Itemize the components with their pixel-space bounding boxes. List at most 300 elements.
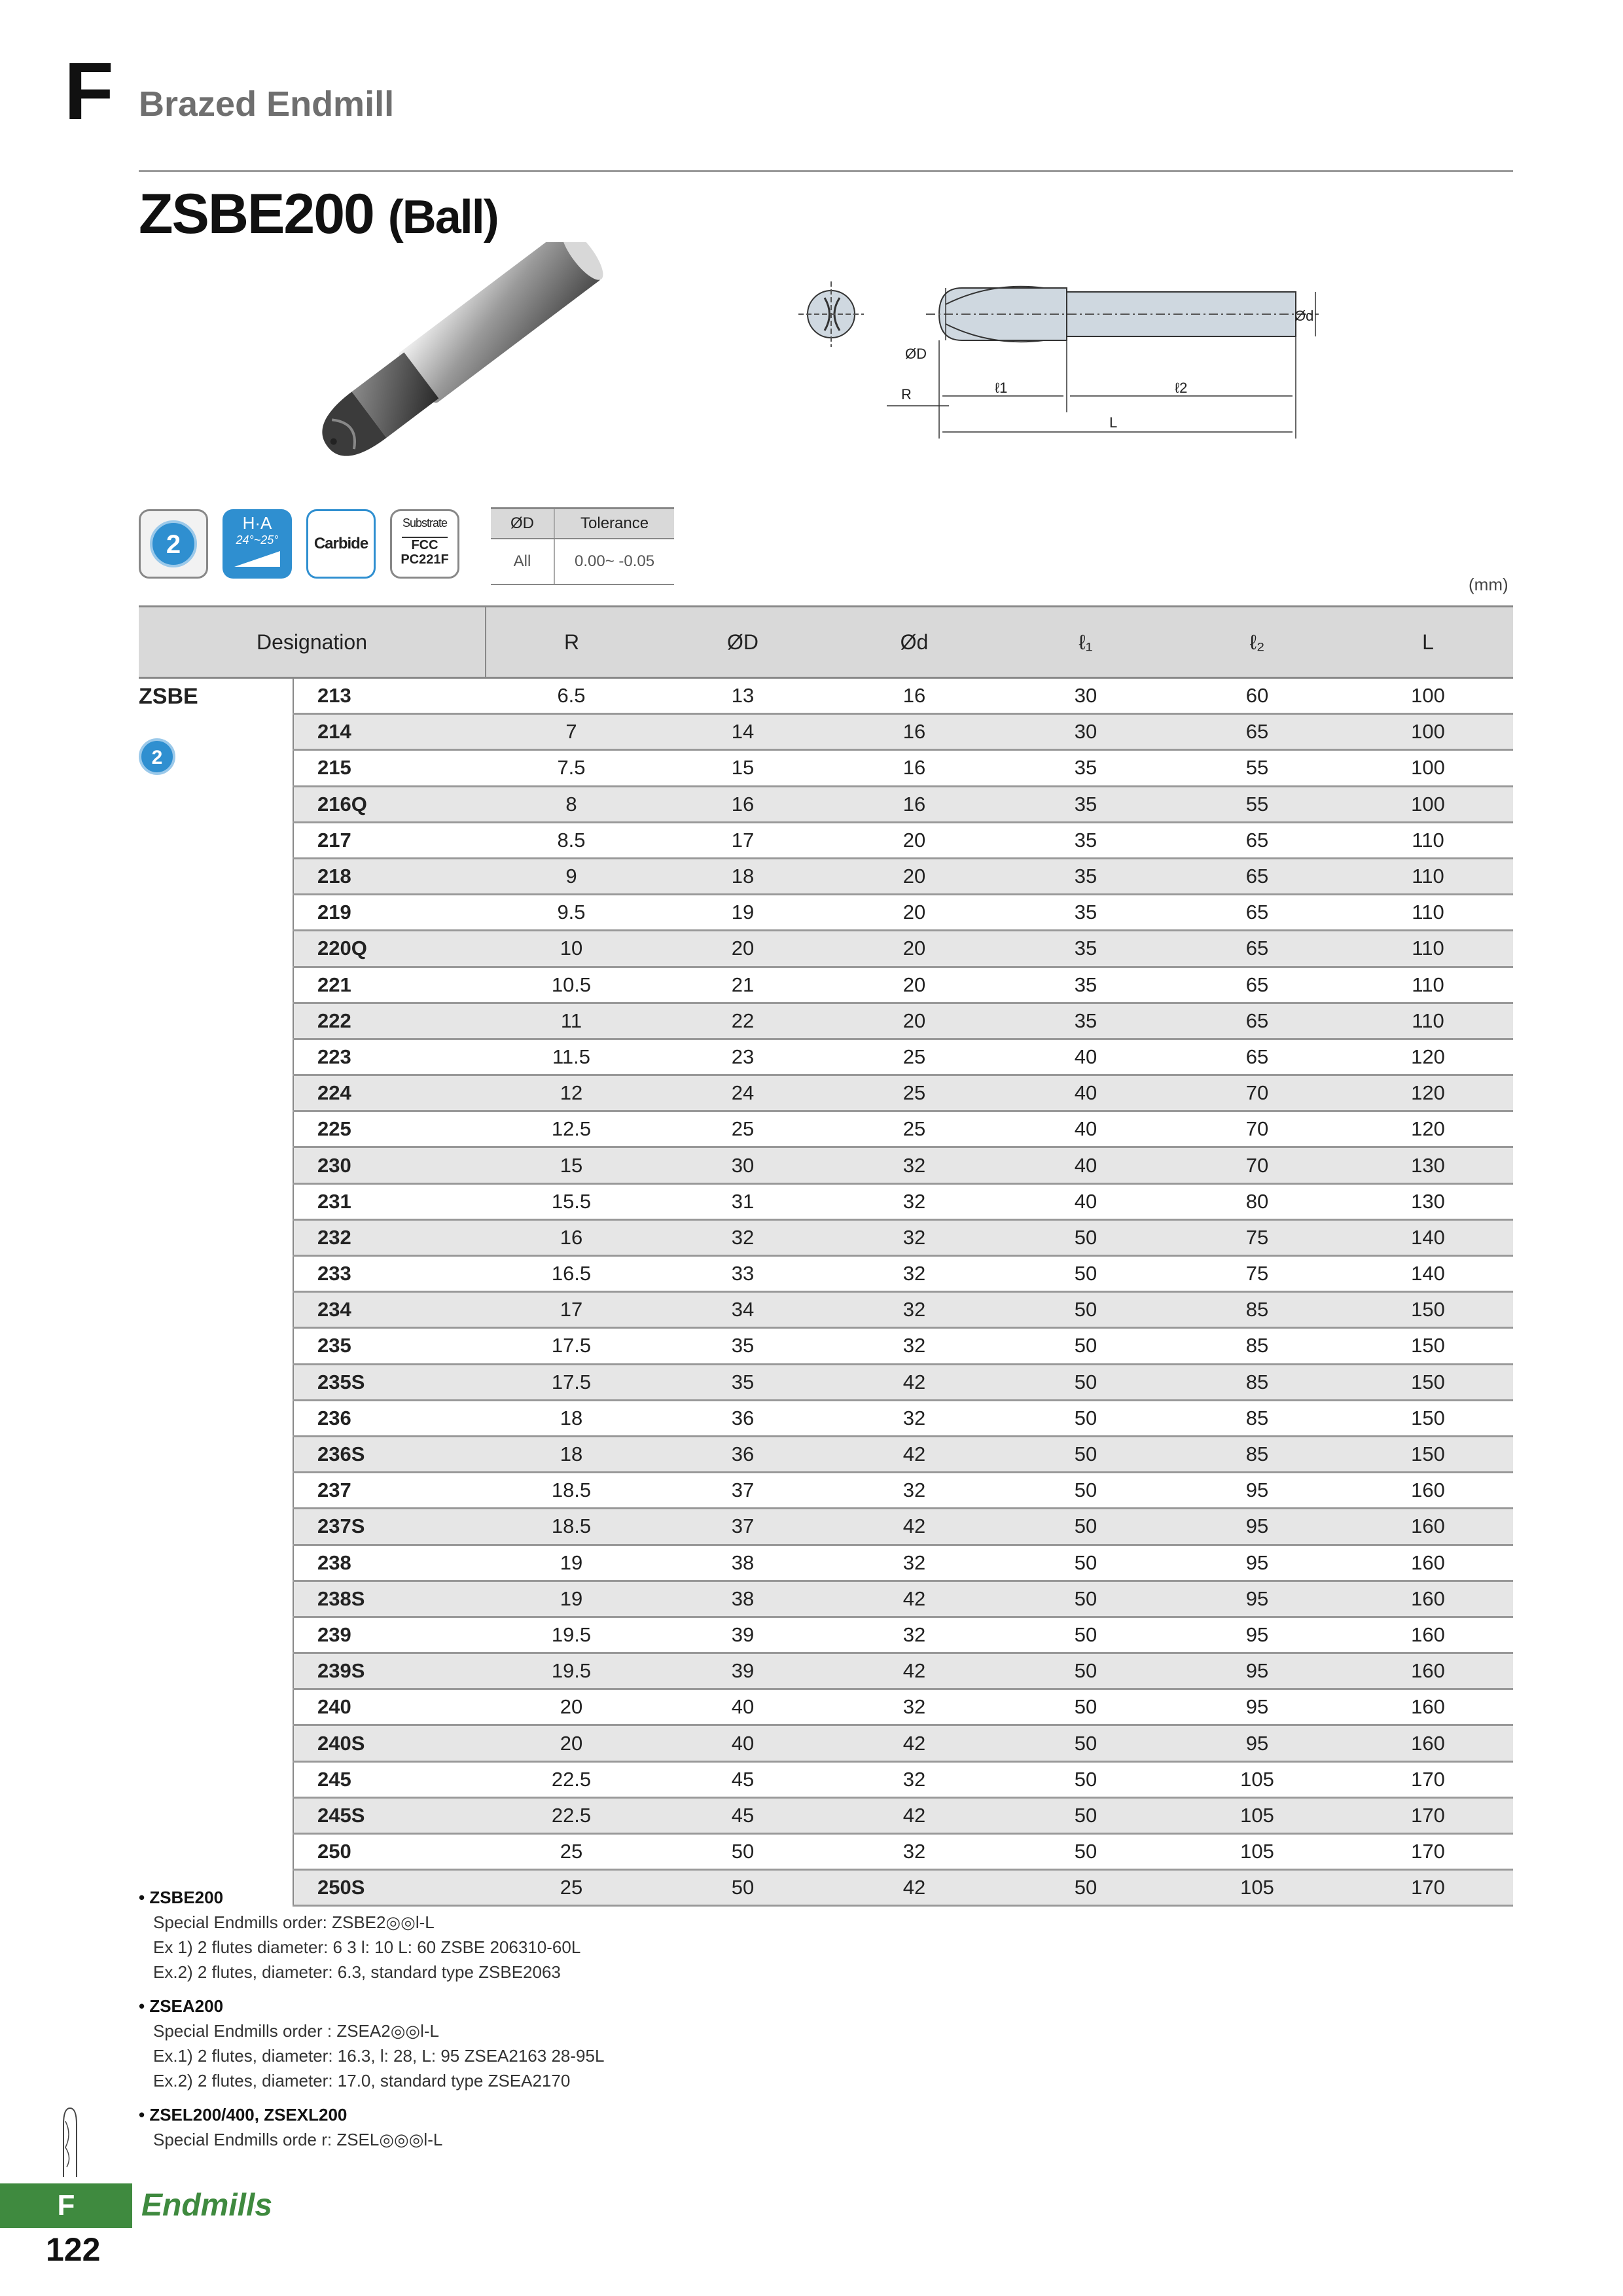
table-row <box>139 1689 1513 1725</box>
cell-r: 9.5 <box>486 895 657 931</box>
cell-l1: 30 <box>1000 714 1171 750</box>
unit-label: (mm) <box>1469 575 1508 594</box>
cell-r: 22.5 <box>486 1797 657 1833</box>
cell-od: 17 <box>657 822 829 858</box>
helix-angle-badge <box>223 509 292 579</box>
note-block <box>139 1994 604 2093</box>
cell-l2: 95 <box>1171 1617 1343 1653</box>
product-name: ZSBE200 <box>139 183 374 245</box>
cell-l: 160 <box>1343 1689 1513 1725</box>
cell-r: 19 <box>486 1545 657 1581</box>
cell-small-d: 32 <box>829 1183 1000 1219</box>
cell-r: 25 <box>486 1870 657 1906</box>
note-line: Special Endmills order: ZSBE2◎◎l-L <box>153 1912 435 1932</box>
note-line: Ex.1) 2 flutes, diameter: 16.3, l: 28, L: 95 ZSEA2163 28-95L <box>153 2046 605 2066</box>
cell-l: 160 <box>1343 1653 1513 1689</box>
cell-l: 110 <box>1343 967 1513 1003</box>
drawing-small-d-label: Ød <box>1294 308 1314 324</box>
cell-l: 170 <box>1343 1797 1513 1833</box>
cell-r: 18 <box>486 1400 657 1436</box>
cell-r: 8 <box>486 786 657 822</box>
cell-small-d: 42 <box>829 1725 1000 1761</box>
cell-r: 16 <box>486 1219 657 1255</box>
cell-r: 22.5 <box>486 1761 657 1797</box>
cell-small-d: 32 <box>829 1400 1000 1436</box>
footer-section-label: Endmills <box>141 2188 273 2223</box>
cell-od: 45 <box>657 1761 829 1797</box>
cell-l1: 50 <box>1000 1545 1171 1581</box>
cell-code: 240 <box>293 1689 486 1725</box>
cell-l: 100 <box>1343 714 1513 750</box>
cell-od: 18 <box>657 858 829 894</box>
cell-l1: 35 <box>1000 750 1171 786</box>
tolerance-header-tolerance: Tolerance <box>554 509 674 539</box>
cell-l1: 50 <box>1000 1834 1171 1870</box>
cell-l: 170 <box>1343 1761 1513 1797</box>
cell-r: 10 <box>486 931 657 967</box>
cell-l2: 105 <box>1171 1797 1343 1833</box>
note-block <box>139 2102 604 2152</box>
cell-r: 7.5 <box>486 750 657 786</box>
note-line: Special Endmills orde r: ZSEL◎◎◎l-L <box>153 2130 443 2149</box>
cell-l2: 85 <box>1171 1364 1343 1400</box>
cell-r: 20 <box>486 1725 657 1761</box>
cell-od: 35 <box>657 1364 829 1400</box>
svg-text:2: 2 <box>166 530 181 559</box>
series-flutes-icon <box>136 736 178 778</box>
cell-small-d: 42 <box>829 1870 1000 1906</box>
cell-od: 50 <box>657 1870 829 1906</box>
note-block <box>139 1885 604 1984</box>
table-row <box>139 822 1513 858</box>
table-row <box>139 1111 1513 1147</box>
cell-l2: 65 <box>1171 1003 1343 1039</box>
cell-l2: 80 <box>1171 1183 1343 1219</box>
tolerance-cell-value: 0.00~ -0.05 <box>554 539 674 584</box>
table-row <box>139 1328 1513 1364</box>
header-divider <box>139 170 1513 172</box>
cell-l2: 70 <box>1171 1147 1343 1183</box>
cell-od: 39 <box>657 1653 829 1689</box>
cell-od: 13 <box>657 678 829 714</box>
cell-code: 236S <box>293 1436 486 1472</box>
cell-l: 100 <box>1343 678 1513 714</box>
cell-od: 36 <box>657 1436 829 1472</box>
cell-r: 17 <box>486 1292 657 1328</box>
cell-l: 130 <box>1343 1183 1513 1219</box>
note-line: Special Endmills order : ZSEA2◎◎l-L <box>153 2021 439 2041</box>
table-row <box>139 1400 1513 1436</box>
cell-l2: 85 <box>1171 1400 1343 1436</box>
table-row <box>139 1797 1513 1833</box>
cell-l1: 30 <box>1000 678 1171 714</box>
cell-code: 237 <box>293 1473 486 1509</box>
cell-small-d: 20 <box>829 1003 1000 1039</box>
cell-r: 6.5 <box>486 678 657 714</box>
cell-l2: 95 <box>1171 1473 1343 1509</box>
note-line: Ex 1) 2 flutes diameter: 6 3 l: 10 L: 60 ZSBE 206310-60L <box>153 1937 581 1957</box>
table-row <box>139 931 1513 967</box>
spec-table-body <box>139 678 1513 1906</box>
material-badge: Carbide <box>306 509 376 579</box>
table-row <box>139 1364 1513 1400</box>
cell-code: 239S <box>293 1653 486 1689</box>
cell-l: 150 <box>1343 1292 1513 1328</box>
header-od: ØD <box>657 607 829 678</box>
section-title: Brazed Endmill <box>139 84 395 124</box>
table-row <box>139 1653 1513 1689</box>
drawing-l2-label: ℓ2 <box>1175 380 1188 396</box>
cell-small-d: 42 <box>829 1581 1000 1617</box>
cell-r: 17.5 <box>486 1364 657 1400</box>
cell-small-d: 32 <box>829 1256 1000 1292</box>
cell-l: 110 <box>1343 931 1513 967</box>
cell-r: 18 <box>486 1436 657 1472</box>
cell-small-d: 25 <box>829 1111 1000 1147</box>
cell-od: 14 <box>657 714 829 750</box>
cell-od: 20 <box>657 931 829 967</box>
cell-small-d: 20 <box>829 822 1000 858</box>
cell-od: 45 <box>657 1797 829 1833</box>
cell-od: 32 <box>657 1219 829 1255</box>
table-row <box>139 1039 1513 1075</box>
table-row <box>139 967 1513 1003</box>
table-row <box>139 895 1513 931</box>
note-heading: • ZSEL200/400, ZSEXL200 <box>139 2105 348 2125</box>
cell-l2: 65 <box>1171 858 1343 894</box>
table-row <box>139 714 1513 750</box>
cell-r: 19.5 <box>486 1653 657 1689</box>
cell-small-d: 32 <box>829 1328 1000 1364</box>
cell-r: 8.5 <box>486 822 657 858</box>
note-heading: • ZSEA200 <box>139 1996 224 2016</box>
cell-l1: 50 <box>1000 1725 1171 1761</box>
cell-od: 38 <box>657 1545 829 1581</box>
cell-code: 217 <box>293 822 486 858</box>
cell-code: 239 <box>293 1617 486 1653</box>
cell-l2: 65 <box>1171 1039 1343 1075</box>
cell-l: 110 <box>1343 822 1513 858</box>
cell-code: 236 <box>293 1400 486 1436</box>
cell-l1: 50 <box>1000 1617 1171 1653</box>
cell-code: 215 <box>293 750 486 786</box>
cell-small-d: 16 <box>829 714 1000 750</box>
cell-code: 213 <box>293 678 486 714</box>
tolerance-table <box>491 507 674 585</box>
cell-code: 250 <box>293 1834 486 1870</box>
cell-r: 15 <box>486 1147 657 1183</box>
cell-code: 216Q <box>293 786 486 822</box>
cell-r: 17.5 <box>486 1328 657 1364</box>
cell-l1: 50 <box>1000 1473 1171 1509</box>
header-small-d: Ød <box>829 607 1000 678</box>
cell-l2: 85 <box>1171 1436 1343 1472</box>
cell-l1: 40 <box>1000 1183 1171 1219</box>
cell-l1: 35 <box>1000 786 1171 822</box>
cell-code: 225 <box>293 1111 486 1147</box>
cell-l2: 95 <box>1171 1581 1343 1617</box>
cell-l: 160 <box>1343 1581 1513 1617</box>
cell-small-d: 32 <box>829 1292 1000 1328</box>
cell-code: 237S <box>293 1509 486 1545</box>
cell-l1: 50 <box>1000 1689 1171 1725</box>
cell-l: 120 <box>1343 1039 1513 1075</box>
cell-od: 34 <box>657 1292 829 1328</box>
spec-table <box>139 605 1513 1907</box>
cell-l2: 95 <box>1171 1725 1343 1761</box>
cell-code: 220Q <box>293 931 486 967</box>
cell-l: 110 <box>1343 858 1513 894</box>
cell-small-d: 32 <box>829 1219 1000 1255</box>
table-row <box>139 1256 1513 1292</box>
cell-od: 40 <box>657 1725 829 1761</box>
cell-l: 110 <box>1343 895 1513 931</box>
cell-l1: 35 <box>1000 931 1171 967</box>
cell-code: 223 <box>293 1039 486 1075</box>
cell-code: 250S <box>293 1870 486 1906</box>
cell-l: 170 <box>1343 1870 1513 1906</box>
product-title <box>139 182 498 247</box>
cell-code: 245S <box>293 1797 486 1833</box>
cell-r: 15.5 <box>486 1183 657 1219</box>
cell-l: 140 <box>1343 1256 1513 1292</box>
cell-l1: 35 <box>1000 858 1171 894</box>
cell-r: 12.5 <box>486 1111 657 1147</box>
table-row <box>139 1834 1513 1870</box>
table-row <box>139 1617 1513 1653</box>
cell-l1: 50 <box>1000 1509 1171 1545</box>
cell-od: 50 <box>657 1834 829 1870</box>
endmill-photo <box>268 242 635 458</box>
cell-small-d: 16 <box>829 786 1000 822</box>
cell-l: 150 <box>1343 1400 1513 1436</box>
cell-l: 150 <box>1343 1364 1513 1400</box>
cell-r: 25 <box>486 1834 657 1870</box>
cell-l2: 95 <box>1171 1689 1343 1725</box>
helix-label: H·A <box>242 513 272 533</box>
cell-l2: 105 <box>1171 1870 1343 1906</box>
cell-l2: 65 <box>1171 822 1343 858</box>
substrate-line2: PC221F <box>401 552 449 567</box>
cell-r: 10.5 <box>486 967 657 1003</box>
cell-l1: 40 <box>1000 1075 1171 1111</box>
table-row <box>139 1436 1513 1472</box>
cell-od: 15 <box>657 750 829 786</box>
table-row <box>139 1292 1513 1328</box>
table-row <box>139 1509 1513 1545</box>
two-flutes-icon <box>141 511 206 577</box>
cell-code: 214 <box>293 714 486 750</box>
cell-od: 19 <box>657 895 829 931</box>
cell-l2: 105 <box>1171 1761 1343 1797</box>
cell-small-d: 42 <box>829 1436 1000 1472</box>
cell-small-d: 32 <box>829 1473 1000 1509</box>
cell-od: 24 <box>657 1075 829 1111</box>
cell-l2: 75 <box>1171 1219 1343 1255</box>
cell-l: 110 <box>1343 1003 1513 1039</box>
note-line: Ex.2) 2 flutes, diameter: 17.0, standard type ZSEA2170 <box>153 2071 571 2090</box>
cell-l2: 70 <box>1171 1075 1343 1111</box>
cell-l1: 35 <box>1000 967 1171 1003</box>
table-row <box>139 1147 1513 1183</box>
cell-small-d: 20 <box>829 895 1000 931</box>
cell-l1: 35 <box>1000 895 1171 931</box>
cell-l1: 50 <box>1000 1797 1171 1833</box>
cell-r: 11.5 <box>486 1039 657 1075</box>
cell-od: 40 <box>657 1689 829 1725</box>
cell-small-d: 32 <box>829 1761 1000 1797</box>
cell-l2: 70 <box>1171 1111 1343 1147</box>
cell-l2: 95 <box>1171 1509 1343 1545</box>
cell-l1: 40 <box>1000 1111 1171 1147</box>
cell-small-d: 42 <box>829 1653 1000 1689</box>
cell-code: 232 <box>293 1219 486 1255</box>
cell-od: 37 <box>657 1473 829 1509</box>
cell-small-d: 20 <box>829 931 1000 967</box>
cell-l1: 40 <box>1000 1147 1171 1183</box>
cell-code: 238 <box>293 1545 486 1581</box>
table-row <box>139 1219 1513 1255</box>
cell-l: 150 <box>1343 1436 1513 1472</box>
footer-section-tab: F <box>0 2183 132 2228</box>
drawing-od-label: ØD <box>905 346 927 362</box>
header-l: L <box>1343 607 1513 678</box>
cell-small-d: 16 <box>829 678 1000 714</box>
cell-l: 100 <box>1343 750 1513 786</box>
cell-od: 22 <box>657 1003 829 1039</box>
drawing-l-label: L <box>1109 414 1118 431</box>
tolerance-header-od: ØD <box>491 509 554 539</box>
cell-l1: 50 <box>1000 1400 1171 1436</box>
cell-l: 160 <box>1343 1545 1513 1581</box>
table-row <box>139 1545 1513 1581</box>
cell-od: 25 <box>657 1111 829 1147</box>
table-row <box>139 1761 1513 1797</box>
cell-r: 20 <box>486 1689 657 1725</box>
cell-l: 120 <box>1343 1111 1513 1147</box>
cell-code: 221 <box>293 967 486 1003</box>
cell-l2: 65 <box>1171 931 1343 967</box>
table-row <box>139 1581 1513 1617</box>
endmill-outline-icon <box>60 2105 80 2177</box>
cell-small-d: 32 <box>829 1689 1000 1725</box>
cell-od: 36 <box>657 1400 829 1436</box>
table-row <box>139 678 1513 714</box>
cell-l2: 55 <box>1171 750 1343 786</box>
cell-code: 235 <box>293 1328 486 1364</box>
cell-l1: 50 <box>1000 1436 1171 1472</box>
cell-l2: 60 <box>1171 678 1343 714</box>
table-row <box>139 1183 1513 1219</box>
spec-header-row <box>139 607 1513 678</box>
cell-r: 12 <box>486 1075 657 1111</box>
cell-l2: 95 <box>1171 1545 1343 1581</box>
note-heading: • ZSBE200 <box>139 1888 224 1907</box>
table-row <box>139 1473 1513 1509</box>
cell-l1: 35 <box>1000 1003 1171 1039</box>
header-r: R <box>486 607 657 678</box>
cell-l1: 50 <box>1000 1870 1171 1906</box>
cell-r: 18.5 <box>486 1509 657 1545</box>
substrate-title: Substrate <box>402 516 448 529</box>
table-row <box>139 858 1513 894</box>
cell-l: 160 <box>1343 1617 1513 1653</box>
cell-r: 16.5 <box>486 1256 657 1292</box>
series-name: ZSBE <box>139 684 198 709</box>
cell-code: 231 <box>293 1183 486 1219</box>
cell-r: 11 <box>486 1003 657 1039</box>
cell-r: 18.5 <box>486 1473 657 1509</box>
helix-angle-icon <box>228 547 287 569</box>
header-l2: ℓ₂ <box>1171 607 1343 678</box>
cell-l: 100 <box>1343 786 1513 822</box>
dimension-drawing <box>795 268 1404 445</box>
cell-code: 245 <box>293 1761 486 1797</box>
cell-l: 160 <box>1343 1725 1513 1761</box>
table-row <box>139 1075 1513 1111</box>
cell-l1: 50 <box>1000 1653 1171 1689</box>
cell-r: 7 <box>486 714 657 750</box>
cell-small-d: 32 <box>829 1617 1000 1653</box>
cell-code: 235S <box>293 1364 486 1400</box>
cell-code: 240S <box>293 1725 486 1761</box>
cell-od: 21 <box>657 967 829 1003</box>
cell-small-d: 42 <box>829 1364 1000 1400</box>
table-row <box>139 1003 1513 1039</box>
header-l1: ℓ₁ <box>1000 607 1171 678</box>
cell-l2: 105 <box>1171 1834 1343 1870</box>
cell-r: 19.5 <box>486 1617 657 1653</box>
cell-l1: 50 <box>1000 1292 1171 1328</box>
substrate-line1: FCC <box>402 537 448 552</box>
cell-small-d: 42 <box>829 1797 1000 1833</box>
cell-small-d: 42 <box>829 1509 1000 1545</box>
product-variant: (Ball) <box>387 191 498 243</box>
cell-od: 39 <box>657 1617 829 1653</box>
svg-text:2: 2 <box>151 747 163 768</box>
cell-od: 33 <box>657 1256 829 1292</box>
cell-code: 222 <box>293 1003 486 1039</box>
cell-l2: 65 <box>1171 714 1343 750</box>
drawing-r-label: R <box>901 386 912 403</box>
cell-code: 234 <box>293 1292 486 1328</box>
cell-l2: 85 <box>1171 1292 1343 1328</box>
cell-l1: 50 <box>1000 1256 1171 1292</box>
cell-code: 233 <box>293 1256 486 1292</box>
cell-code: 218 <box>293 858 486 894</box>
cell-od: 35 <box>657 1328 829 1364</box>
helix-angle-value: 24°~25° <box>236 533 279 547</box>
cell-l: 120 <box>1343 1075 1513 1111</box>
cell-od: 31 <box>657 1183 829 1219</box>
table-row <box>139 786 1513 822</box>
substrate-badge <box>390 509 459 579</box>
cell-od: 16 <box>657 786 829 822</box>
cell-l2: 65 <box>1171 967 1343 1003</box>
cell-small-d: 32 <box>829 1545 1000 1581</box>
note-line: Ex.2) 2 flutes, diameter: 6.3, standard type ZSBE2063 <box>153 1962 561 1982</box>
cell-small-d: 25 <box>829 1075 1000 1111</box>
cell-od: 23 <box>657 1039 829 1075</box>
table-row <box>139 750 1513 786</box>
page-number: 122 <box>46 2231 101 2268</box>
cell-small-d: 16 <box>829 750 1000 786</box>
cell-small-d: 32 <box>829 1147 1000 1183</box>
cell-small-d: 20 <box>829 858 1000 894</box>
table-row <box>139 1725 1513 1761</box>
header-designation: Designation <box>139 607 486 678</box>
tolerance-cell-all: All <box>491 539 554 584</box>
